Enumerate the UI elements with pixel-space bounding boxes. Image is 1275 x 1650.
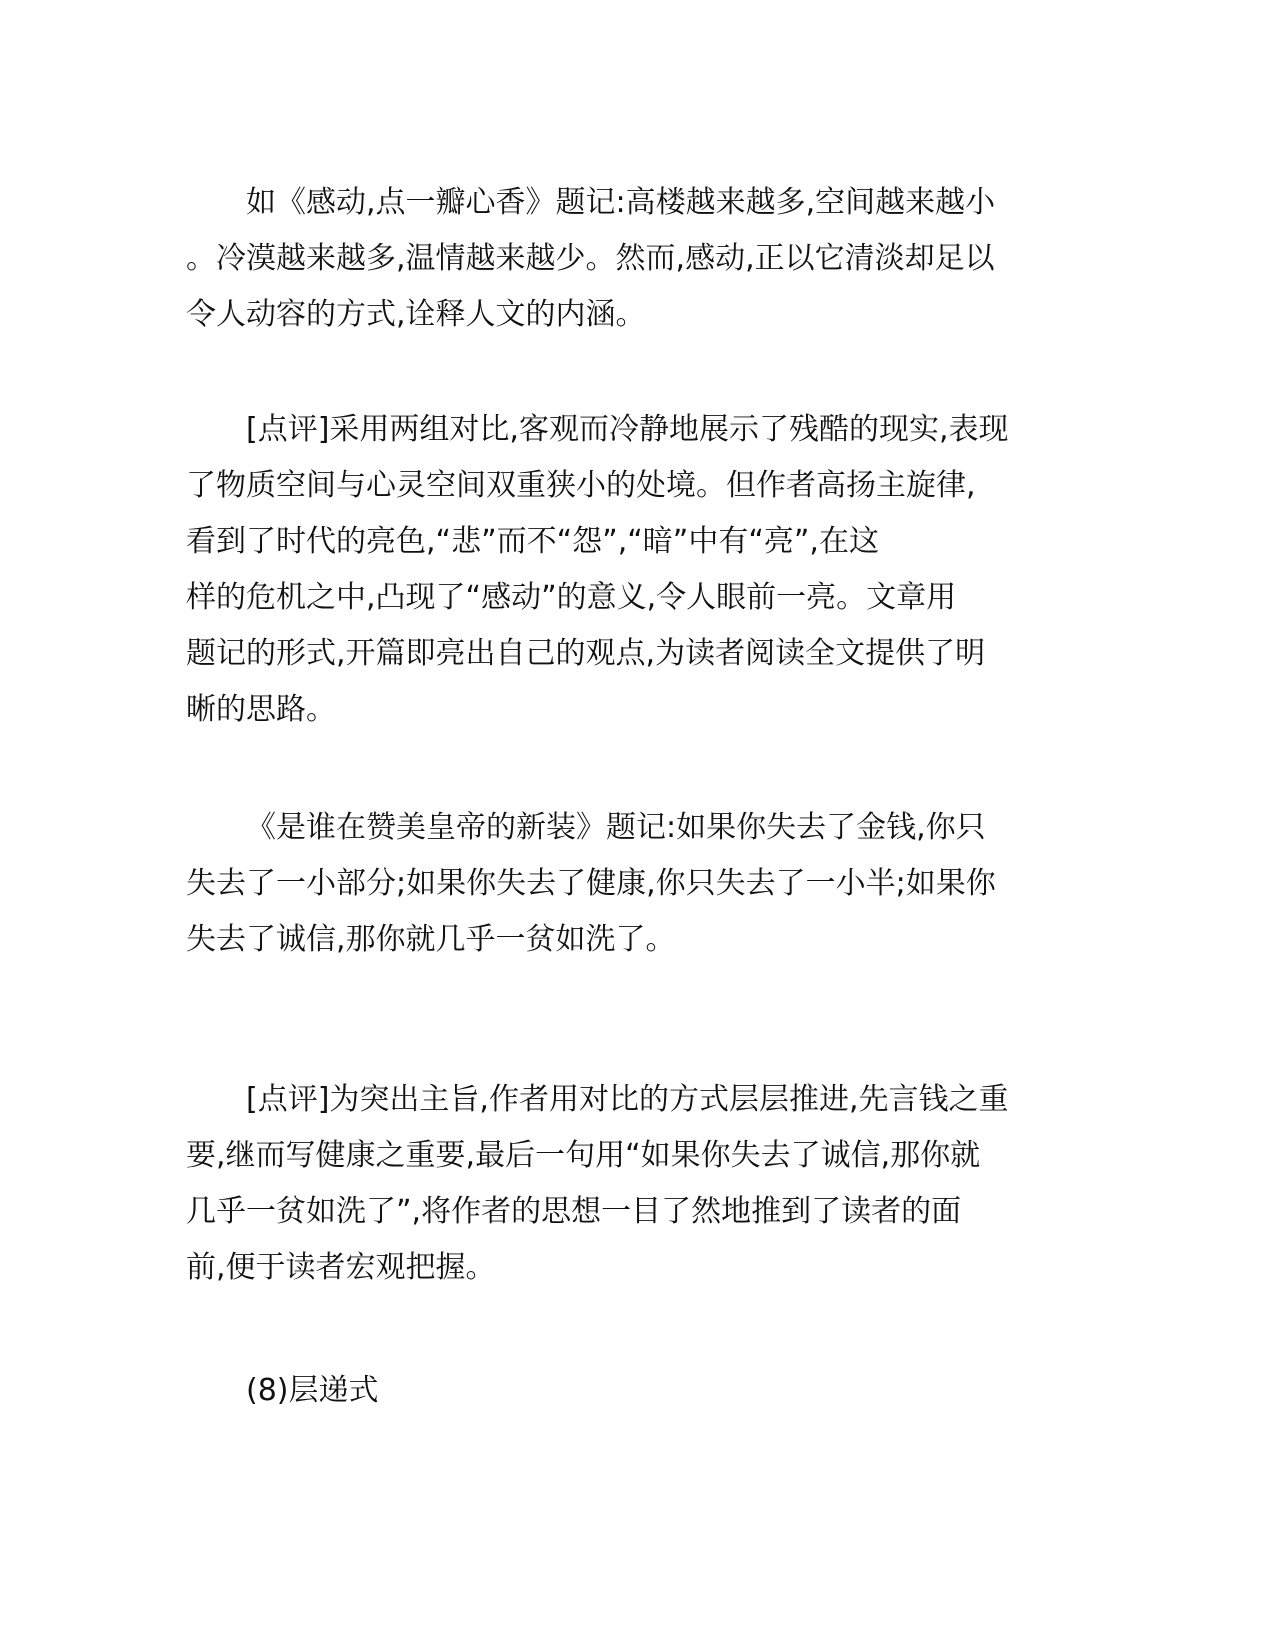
section-heading <box>186 1363 1086 1419</box>
text-line: 了物质空间与心灵空间双重狭小的处境。但作者高扬主旋律, <box>186 468 976 503</box>
paragraph-1 <box>186 175 1086 343</box>
paragraph-3 <box>186 800 1086 968</box>
text-line: [点评]为突出主旨,作者用对比的方式层层推进,先言钱之重 <box>246 1082 1009 1117</box>
paragraph-4 <box>186 1072 1086 1296</box>
text-line: 。冷漠越来越多,温情越来越少。然而,感动,正以它清淡却足以 <box>186 241 995 276</box>
text-line: 《是谁在赞美皇帝的新装》题记:如果你失去了金钱,你只 <box>246 810 986 845</box>
paragraph-2 <box>186 402 1086 738</box>
text-line: 令人动容的方式,诠释人文的内涵。 <box>186 297 646 332</box>
text-line: [点评]采用两组对比,客观而冷静地展示了残酷的现实,表现 <box>246 412 1009 447</box>
text-line: 失去了一小部分;如果你失去了健康,你只失去了一小半;如果你 <box>186 866 996 901</box>
text-line: 看到了时代的亮色,“悲”而不“怨”,“暗”中有“亮”,在这 <box>186 524 879 559</box>
text-line: 前,便于读者宏观把握。 <box>186 1250 496 1285</box>
text-line: (8)层递式 <box>246 1373 379 1408</box>
text-line: 如《感动,点一瓣心香》题记:高楼越来越多,空间越来越小 <box>246 185 996 220</box>
text-line: 失去了诚信,那你就几乎一贫如洗了。 <box>186 922 676 957</box>
text-line: 几乎一贫如洗了”,将作者的思想一目了然地推到了读者的面 <box>186 1194 962 1229</box>
text-line: 样的危机之中,凸现了“感动”的意义,令人眼前一亮。文章用 <box>186 580 957 615</box>
text-line: 晰的思路。 <box>186 692 336 727</box>
text-line: 题记的形式,开篇即亮出自己的观点,为读者阅读全文提供了明 <box>186 636 986 671</box>
text-line: 要,继而写健康之重要,最后一句用“如果你失去了诚信,那你就 <box>186 1138 981 1173</box>
